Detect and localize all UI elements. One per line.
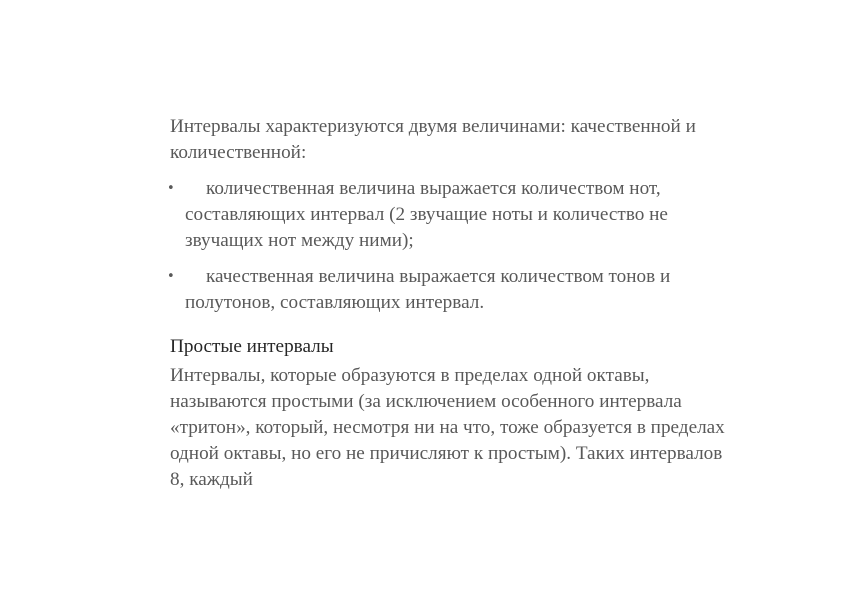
bullet-icon: • [167,181,175,196]
list-item [167,264,730,316]
list-item-text: количественная величина выражается количеством нот, составляющих интервал (2 звучащие ноты и количество не звучащих нот между ними); [185,178,668,251]
intro-paragraph: Интервалы характеризуются двумя величинами: качественной и количественной: [170,116,696,163]
list-item-text: качественная величина выражается количеством тонов и полутонов, составляющих интервал. [185,266,671,313]
page-content [167,114,730,493]
section-title: Простые интервалы [170,336,334,357]
list-item [167,176,730,254]
bullet-icon: • [167,269,175,284]
bullet-list [167,176,730,316]
body-paragraph: Интервалы, которые образуются в пределах одной октавы, называются простыми (за исключением особенного интервала «тритон», который, несмотря ни на что, тоже образуется в пределах одной октавы, но его не причисляют к простым). Таких интервалов 8, каждый [170,365,725,490]
